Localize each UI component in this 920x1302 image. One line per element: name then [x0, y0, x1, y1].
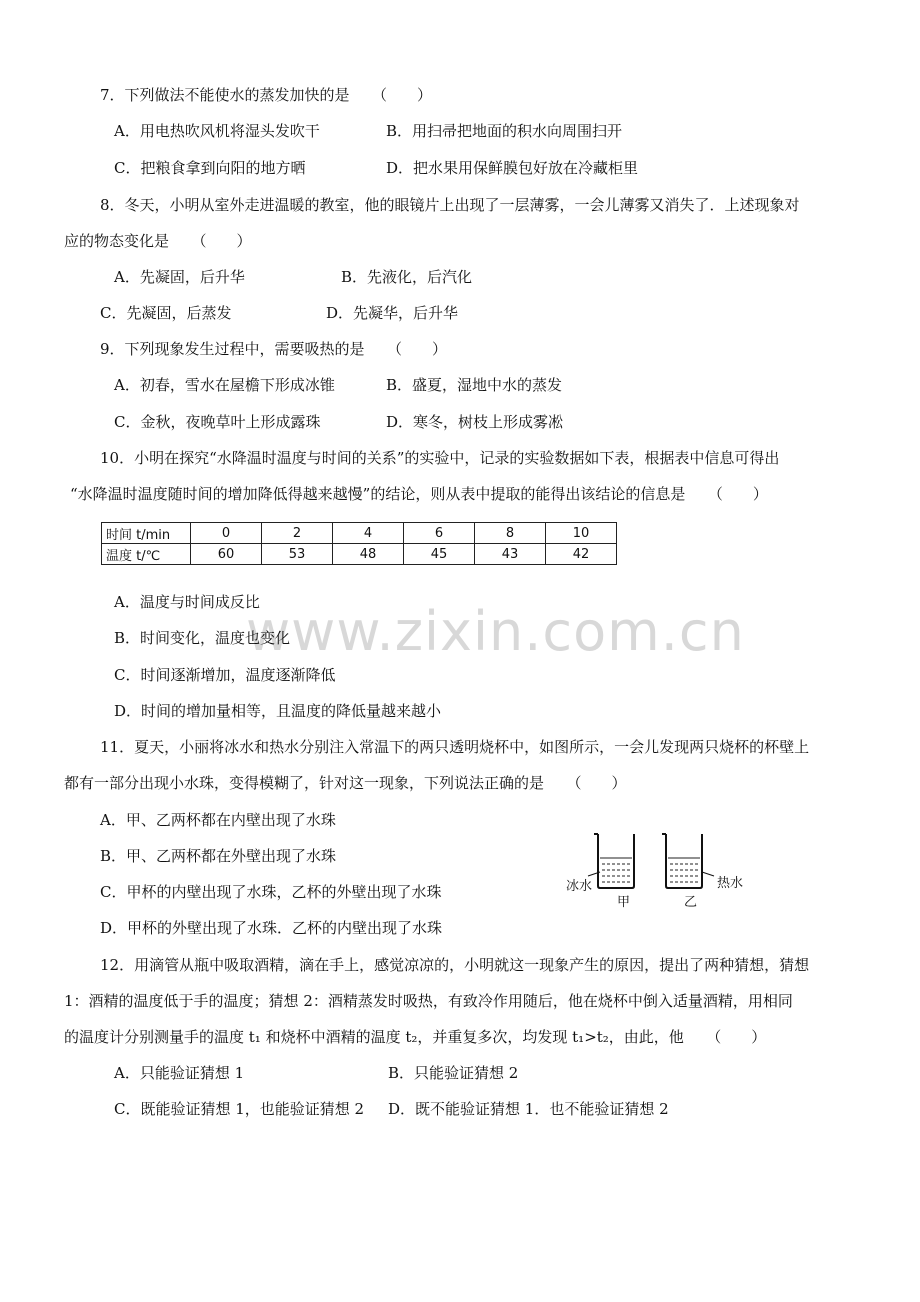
table-cell: 60 [191, 544, 262, 565]
beaker-yi [662, 834, 714, 888]
q11-option-c: C．甲杯的内壁出现了水珠，乙杯的外壁出现了水珠 [100, 883, 442, 901]
q11-option-a: A．甲、乙两杯都在内壁出现了水珠 [100, 811, 336, 829]
cup-jia-label: 甲 [617, 895, 631, 910]
q12-option-c: C．既能验证猜想 1，也能验证猜想 2 [114, 1100, 365, 1118]
q8-option-b: B．先液化，后汽化 [341, 268, 473, 286]
ice-water-label: 冰水 [566, 879, 593, 894]
table-cell: 45 [404, 544, 475, 565]
table-cell: 53 [262, 544, 333, 565]
q8-option-c: C．先凝固，后蒸发 [100, 304, 232, 322]
table-cell: 43 [475, 544, 546, 565]
q11-stem-line2: 都有一部分出现小水珠，变得模糊了，针对这一现象，下列说法正确的是 （ ） [64, 774, 627, 792]
table-cell: 8 [475, 523, 546, 544]
q9-option-b: B．盛夏，湿地中水的蒸发 [386, 376, 563, 394]
q7-option-b: B．用扫帚把地面的积水向周围扫开 [386, 122, 623, 140]
q12-stem-line1: 12．用滴管从瓶中吸取酒精，滴在手上，感觉凉凉的，小明就这一现象产生的原因，提出了两种猜想，猜想 [100, 956, 810, 974]
q8-option-a: A．先凝固，后升华 [114, 268, 245, 286]
table-cell: 2 [262, 523, 333, 544]
q9-option-a: A．初春，雪水在屋檐下形成冰锥 [114, 376, 335, 394]
table-cell: 10 [546, 523, 617, 544]
beaker-jia [588, 834, 634, 888]
watermark: www.zixin.com.cn [246, 600, 745, 663]
q11-stem-line1: 11．夏天，小丽将冰水和热水分别注入常温下的两只透明烧杯中，如图所示，一会儿发现两只烧杯的杯壁上 [100, 738, 810, 756]
table-cell: 48 [333, 544, 404, 565]
q12-option-d: D．既不能验证猜想 1．也不能验证猜想 2 [388, 1100, 669, 1118]
q8-option-d: D．先凝华，后升华 [326, 304, 459, 322]
q10-option-c: C．时间逐渐增加，温度逐渐降低 [114, 666, 336, 684]
q9-option-c: C．金秋，夜晚草叶上形成露珠 [114, 413, 321, 431]
table-cell: 42 [546, 544, 617, 565]
hot-water-label: 热水 [717, 876, 744, 891]
table-header-temperature: 温度 t/℃ [102, 544, 191, 565]
q9-option-d: D．寒冬，树枝上形成雾凇 [386, 413, 564, 431]
q11-option-b: B．甲、乙两杯都在外壁出现了水珠 [100, 847, 337, 865]
table-header-time: 时间 t/min [102, 523, 191, 544]
q10-option-b: B．时间变化，温度也变化 [114, 629, 291, 647]
cup-yi-label: 乙 [684, 895, 698, 910]
table-row-temperature [102, 544, 617, 565]
table-cell: 0 [191, 523, 262, 544]
q9-stem: 9．下列现象发生过程中，需要吸热的是 （ ） [100, 340, 448, 358]
beaker-figure [560, 828, 760, 908]
q12-option-a: A．只能验证猜想 1 [114, 1064, 245, 1082]
q7-stem: 7．下列做法不能使水的蒸发加快的是 （ ） [100, 86, 433, 104]
q7-option-d: D．把水果用保鲜膜包好放在冷藏柜里 [386, 159, 639, 177]
table-cell: 4 [333, 523, 404, 544]
q7-option-c: C．把粮食拿到向阳的地方晒 [114, 159, 306, 177]
table-cell: 6 [404, 523, 475, 544]
q12-option-b: B．只能验证猜想 2 [388, 1064, 519, 1082]
q10-stem-line1: 10．小明在探究“水降温时温度与时间的关系”的实验中，记录的实验数据如下表，根据表中信息可得出 [100, 449, 780, 467]
q8-stem-line2: 应的物态变化是 （ ） [64, 232, 252, 250]
q10-option-d: D．时间的增加量相等，且温度的降低量越来越小 [114, 702, 442, 720]
q10-data-table [101, 522, 617, 565]
q10-stem-line2: “水降温时温度随时间的增加降低得越来越慢”的结论，则从表中提取的能得出该结论的信息是 （ ） [70, 485, 768, 503]
q7-option-a: A．用电热吹风机将湿头发吹干 [114, 122, 320, 140]
q11-option-d: D．甲杯的外壁出现了水珠．乙杯的内壁出现了水珠 [100, 919, 443, 937]
table-row-time [102, 523, 617, 544]
q10-option-a: A．温度与时间成反比 [114, 593, 260, 611]
q8-stem-line1: 8．冬天，小明从室外走进温暖的教室，他的眼镜片上出现了一层薄雾，一会儿薄雾又消失了．上述现象对 [100, 196, 800, 214]
q12-stem-line3: 的温度计分别测量手的温度 t₁ 和烧杯中酒精的温度 t₂，并重复多次，均发现 t₁>t₂，由此，他 （ ） [64, 1028, 767, 1046]
q12-stem-line2: 1：酒精的温度低于手的温度；猜想 2：酒精蒸发时吸热，有致冷作用随后，他在烧杯中倒入适量酒精，用相同 [64, 992, 793, 1010]
